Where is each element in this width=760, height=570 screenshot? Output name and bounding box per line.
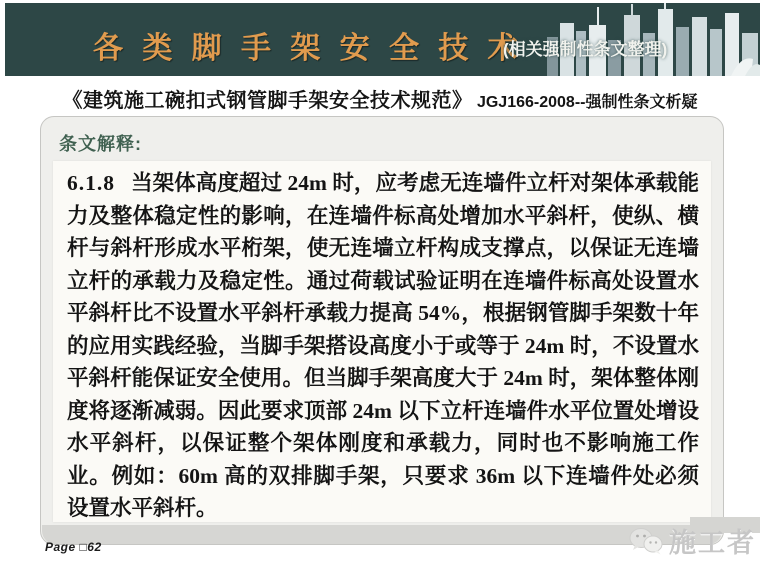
clause-content-box (40, 116, 724, 545)
slide-title: 各 类 脚 手 架 安 全 技 术 (93, 32, 520, 65)
standard-name: 《建筑施工碗扣式钢管脚手架安全技术规范》 (62, 90, 473, 112)
watermark-badge (628, 521, 756, 560)
clause-scan-panel (53, 161, 711, 522)
content-box-bottom-shadow (42, 525, 722, 544)
clause-paragraph (67, 167, 699, 525)
wechat-icon (628, 526, 664, 556)
clause-body-text: 当架体高度超过 24m 时，应考虑无连墙件立杆对架体承载能力及整体稳定性的影响，在连墙件标高处增加水平斜杆，使纵、横杆与斜杆形成水平桁架，使无连墙立杆构成支撑点，以保证无连墙立杆的承载力及稳定性。通过荷载试验证明在连墙件标高处设置水平斜杆比不设置水平斜杆承载力提高 54%，根据钢管脚手架数十年的应用实践经验，当脚手架搭设高度小于或等于 24m 时，不设置水平斜杆能保证安全使用。但当脚手架高度大于 24m 时，架体整体刚度将逐渐减弱。因此要求顶部 24m 以下立杆连墙件水平位置处增设水平斜杆，以保证整个架体刚度和承载力，同时也不影响施工作业。例如：60m 高的双排脚手架，只要求 36m 以下连墙件处必须设置水平斜杆。 (67, 171, 699, 520)
standard-code: JGJ166-2008--强制性条文析疑 (476, 94, 698, 111)
watermark-text: 施工者 (669, 528, 756, 558)
clause-number: 6.1.8 (67, 171, 115, 195)
slide-subtitle: (相关强制性条文整理) (503, 40, 668, 59)
section-label: 条文解释: (59, 134, 142, 154)
header-banner (5, 3, 760, 76)
page-number-label: Page □62 (45, 540, 102, 554)
document-title-line (0, 84, 760, 114)
